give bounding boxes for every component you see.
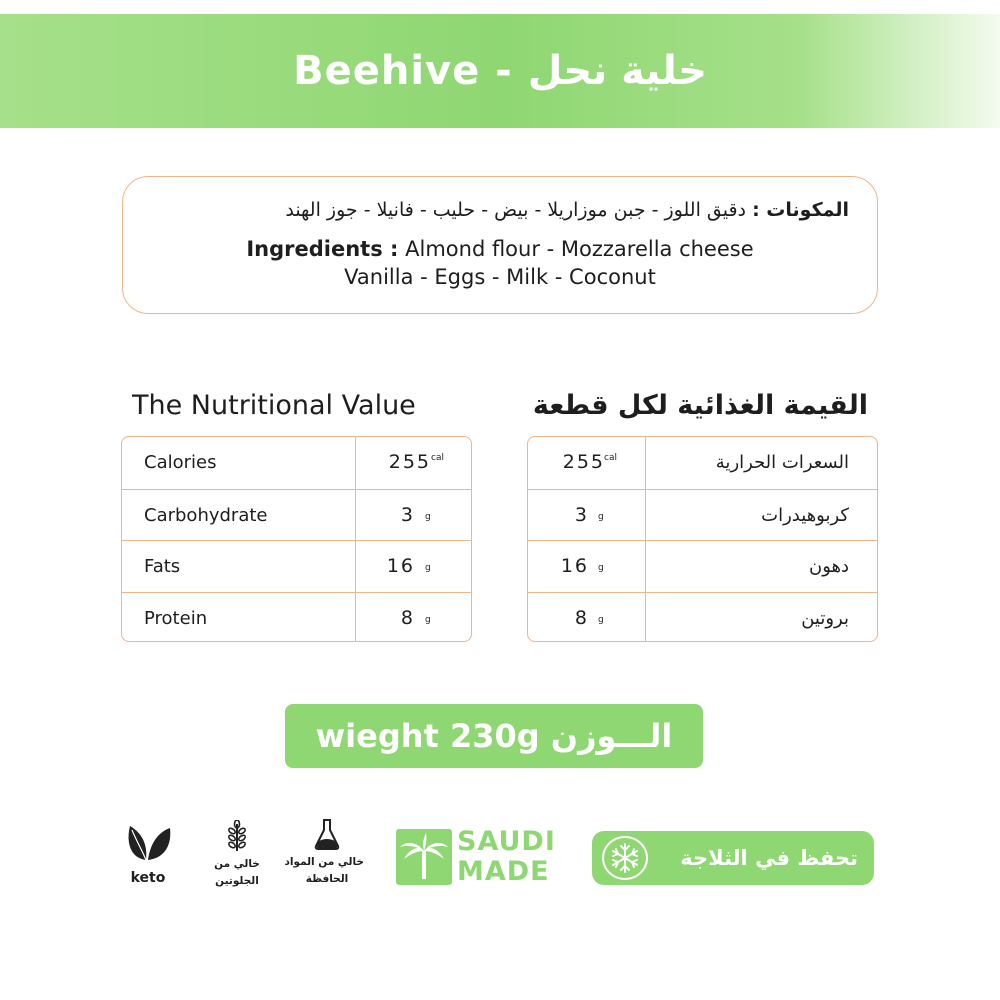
refrigerate-badge [592, 831, 874, 885]
nutrient-value [355, 490, 471, 542]
value-unit: g [425, 511, 431, 522]
weight-text: wieght 230g الـــوزن [315, 717, 673, 755]
value-number: 8 [574, 606, 589, 629]
value-unit: cal [604, 453, 617, 463]
nutrition-table-arabic [527, 436, 878, 642]
gluten-free-line1: خالي من [214, 858, 260, 870]
table-row [122, 437, 471, 489]
preservative-free-line1: خالي من المواد [284, 856, 364, 868]
ingredients-english-line2: Vanilla - Eggs - Milk - Coconut [344, 265, 656, 289]
nutrient-value [355, 437, 471, 489]
keto-label: keto [130, 870, 166, 886]
preservative-free-badge [284, 818, 364, 888]
nutrient-label: Fats [144, 556, 181, 577]
ingredients-box [122, 176, 878, 314]
nutrient-label: بروتين [801, 607, 849, 629]
leaf-icon [124, 822, 172, 862]
nutrient-value [528, 490, 645, 542]
value-number: 16 [386, 555, 415, 577]
title-banner [0, 14, 1000, 128]
value-number: 16 [560, 555, 589, 577]
weight-badge [285, 704, 703, 768]
table-row [528, 592, 877, 643]
preservative-free-line2: الحافظة [305, 873, 349, 885]
snowflake-circle [602, 836, 648, 880]
nutrition-title-arabic: القيمة الغذائية لكل قطعة [532, 390, 868, 421]
value-unit: g [425, 614, 431, 625]
nutrient-value [528, 541, 645, 593]
nutrient-label: دهون [808, 556, 849, 577]
value-unit: cal [431, 453, 444, 463]
value-unit: g [598, 614, 604, 625]
table-row [528, 540, 877, 592]
table-row [122, 489, 471, 541]
value-unit: g [598, 511, 604, 522]
flask-icon [314, 818, 340, 850]
saudi-made-logo [396, 826, 558, 887]
palm-tree-box [396, 829, 452, 885]
nutrient-label: Carbohydrate [144, 504, 268, 526]
nutrient-label: السعرات الحرارية [715, 452, 849, 473]
saudi-made-line2: MADE [457, 856, 550, 887]
nutrient-label: كربوهيدرات [761, 504, 849, 526]
value-number: 3 [574, 503, 589, 526]
nutrient-value [355, 541, 471, 593]
product-title: Beehive - خلية نحل [293, 48, 707, 94]
nutrient-label: Calories [144, 452, 217, 473]
value-unit: g [425, 563, 431, 573]
table-row [122, 540, 471, 592]
value-number: 8 [400, 606, 415, 629]
value-number: 255 [388, 451, 431, 473]
gluten-free-line2: الجلوتين [215, 875, 259, 887]
table-row [528, 489, 877, 541]
value-number: 255 [562, 451, 605, 473]
table-row [528, 437, 877, 489]
nutrient-label: Protein [144, 607, 208, 629]
ingredients-arabic-text: دقيق اللوز - جبن موزاريلا - بيض - حليب - فانيلا - جوز الهند [285, 199, 747, 221]
ingredients-english-line1 [123, 237, 877, 261]
table-row [122, 592, 471, 643]
nutrition-table-english [121, 436, 472, 642]
nutrient-value [355, 593, 471, 643]
wheat-icon [225, 820, 249, 852]
nutrient-value [528, 593, 645, 643]
ingredients-english-label: Ingredients : [246, 237, 399, 261]
ingredients-arabic-label: المكونات : [752, 199, 849, 221]
ingredients-english-text1: Almond flour - Mozzarella cheese [405, 237, 754, 261]
ingredients-arabic [285, 199, 849, 221]
refrigerate-text: تحفظ في الثلاجة [680, 846, 858, 870]
snowflake-icon [604, 838, 646, 878]
value-unit: g [598, 563, 604, 573]
value-number: 3 [400, 503, 415, 526]
nutrient-value [528, 437, 645, 489]
saudi-made-text [457, 827, 556, 887]
nutrition-title-english: The Nutritional Value [132, 390, 416, 421]
gluten-free-badge [205, 820, 269, 890]
palm-tree-icon [396, 829, 452, 885]
keto-badge [120, 822, 176, 886]
saudi-made-line1: SAUDI [457, 826, 556, 857]
